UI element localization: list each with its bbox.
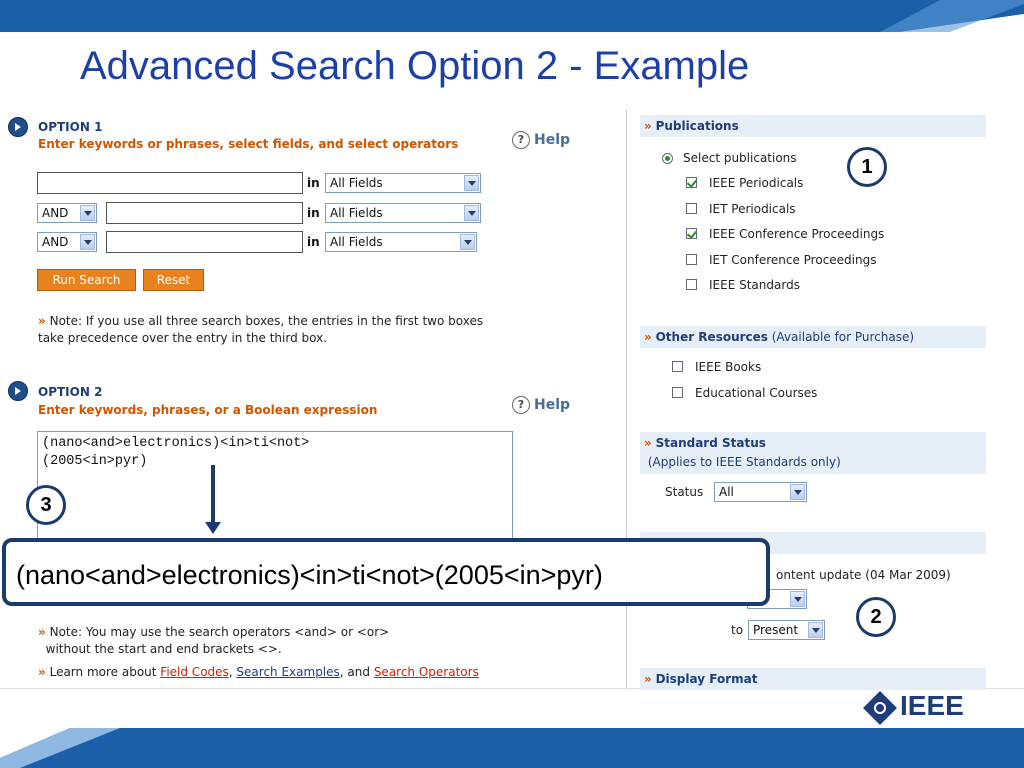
to-year-select[interactable]: Present (748, 620, 825, 640)
iet-conference-checkbox[interactable] (686, 254, 697, 265)
option2-note: » Note: You may use the search operators <and> or <or> without the start and end brackets <>. (38, 625, 390, 656)
ieee-periodicals-label: IEEE Periodicals (709, 176, 804, 190)
chevron-down-icon (80, 205, 95, 221)
ieee-diamond-icon (863, 691, 897, 725)
option2-subheading: Enter keywords, phrases, or a Boolean expression (38, 403, 378, 417)
publications-header: » Publications (640, 115, 986, 137)
option2-play-icon (8, 381, 28, 401)
help-icon: ? (512, 131, 530, 149)
status-label: Status (665, 485, 704, 499)
option1-note: » Note: If you use all three search boxes, the entries in the first two boxes take precedence over the entry in the third box. (38, 314, 484, 345)
ieee-books-label: IEEE Books (695, 360, 762, 374)
arrow-head-icon (205, 522, 221, 534)
standard-status-header: » Standard Status (Applies to IEEE Standards only) (640, 432, 986, 474)
reset-button[interactable]: Reset (143, 269, 204, 291)
bottom-banner (0, 728, 1024, 768)
ieee-logo: IEEE (868, 690, 964, 722)
display-format-header: » Display Format (640, 668, 986, 690)
search-examples-link[interactable]: Search Examples (236, 665, 340, 679)
field-select-2[interactable]: All Fields (325, 203, 481, 223)
chevron-down-icon (464, 205, 479, 221)
chevron-down-icon (790, 591, 805, 607)
educational-courses-checkbox[interactable] (672, 387, 683, 398)
ieee-standards-label: IEEE Standards (709, 278, 800, 292)
marker-1: 1 (847, 147, 887, 187)
top-banner (0, 0, 1024, 32)
run-search-button[interactable]: Run Search (37, 269, 136, 291)
iet-periodicals-label: IET Periodicals (709, 202, 796, 216)
chevron-down-icon (464, 175, 479, 191)
field-select-1[interactable]: All Fields (325, 173, 481, 193)
search-operators-link[interactable]: Search Operators (373, 665, 479, 679)
chevron-down-icon (460, 234, 475, 250)
to-label: to (731, 623, 744, 637)
arrow-shaft (211, 465, 215, 527)
chevron-down-icon (808, 622, 823, 638)
slide-title: Advanced Search Option 2 - Example (80, 44, 750, 88)
boolean-query-textarea[interactable]: (nano<and>electronics)<in>ti<not> (2005<in>pyr) (37, 431, 513, 541)
ieee-periodicals-checkbox[interactable] (686, 177, 697, 188)
select-publications-label: Select publications (683, 151, 797, 165)
iet-periodicals-checkbox[interactable] (686, 203, 697, 214)
ieee-conference-label: IEEE Conference Proceedings (709, 227, 885, 241)
option1-help-link[interactable]: ? Help (512, 131, 570, 149)
field-codes-link[interactable]: Field Codes (160, 665, 229, 679)
option1-subheading: Enter keywords or phrases, select fields, and select operators (38, 137, 459, 151)
query-callout: (nano<and>electronics)<in>ti<not>(2005<in>pyr) (2, 538, 770, 606)
content-update-label: ontent update (04 Mar 2009) (776, 568, 951, 582)
learn-more-line: » Learn more about Field Codes, Search Examples, and Search Operators (38, 665, 479, 679)
marker-2: 2 (856, 597, 896, 637)
field-select-3[interactable]: All Fields (325, 232, 477, 252)
select-publications-radio[interactable] (662, 153, 673, 164)
option2-help-link[interactable]: ? Help (512, 396, 570, 414)
operator-select-3[interactable]: AND (37, 232, 97, 252)
in-label-1: in (307, 176, 320, 190)
chevron-down-icon (790, 484, 805, 500)
ieee-books-checkbox[interactable] (672, 361, 683, 372)
search-input-3[interactable] (106, 231, 303, 253)
in-label-3: in (307, 235, 320, 249)
iet-conference-label: IET Conference Proceedings (709, 253, 877, 267)
ieee-standards-checkbox[interactable] (686, 279, 697, 290)
educational-courses-label: Educational Courses (695, 386, 818, 400)
operator-select-2[interactable]: AND (37, 203, 97, 223)
search-input-1[interactable] (37, 172, 303, 194)
status-select[interactable]: All (714, 482, 807, 502)
option1-heading: OPTION 1 (38, 120, 103, 134)
option2-heading: OPTION 2 (38, 385, 103, 399)
marker-3: 3 (26, 485, 66, 525)
option1-play-icon (8, 117, 28, 137)
ieee-conference-checkbox[interactable] (686, 228, 697, 239)
help-icon: ? (512, 396, 530, 414)
in-label-2: in (307, 206, 320, 220)
other-resources-header: » Other Resources (Available for Purchase) (640, 326, 986, 348)
chevron-down-icon (80, 234, 95, 250)
search-input-2[interactable] (106, 202, 303, 224)
